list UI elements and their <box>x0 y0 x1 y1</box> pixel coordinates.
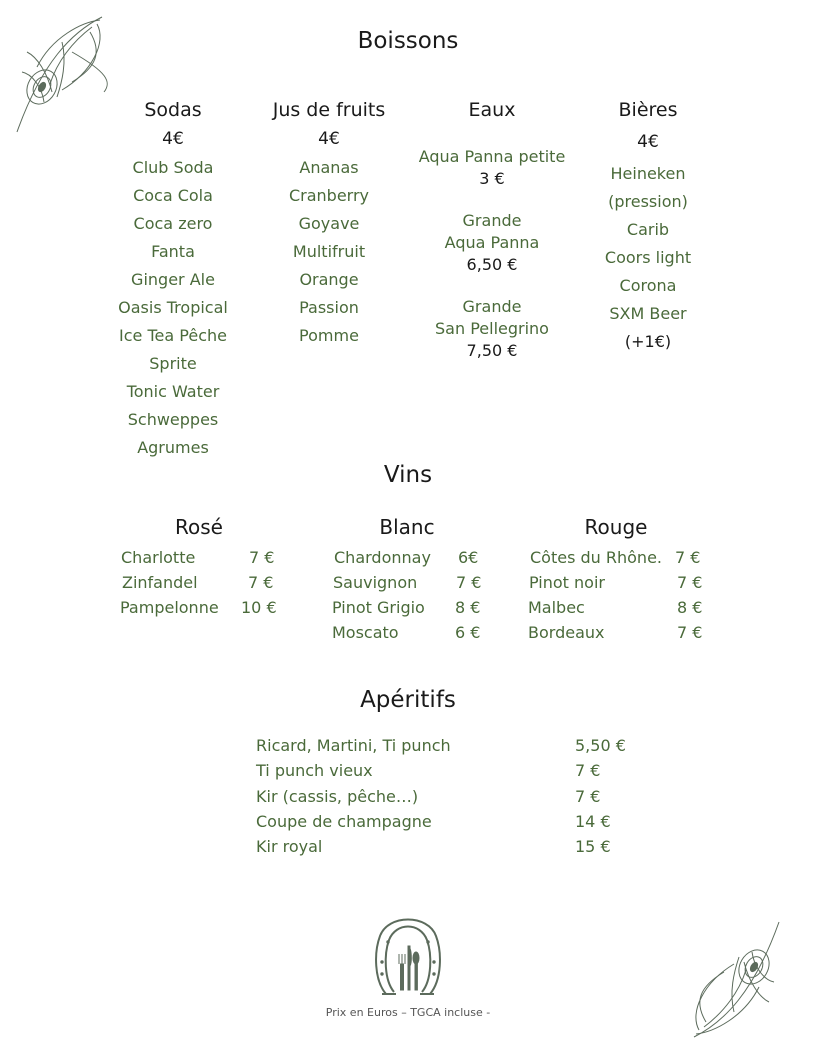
aperitif-name: Coupe de champagne <box>256 812 432 831</box>
wine-name: Malbec <box>528 598 585 617</box>
eaux-column <box>402 96 582 362</box>
aperitif-price: 7 € <box>575 787 601 806</box>
eaux-item-price: 6,50 € <box>466 255 518 274</box>
bieres-price: 4€ <box>637 132 659 152</box>
rouge-title: Rouge <box>584 515 648 539</box>
jus-price: 4€ <box>318 129 340 149</box>
wine-price: 7 € <box>248 573 274 592</box>
wine-price: 7 € <box>675 548 701 567</box>
list-item: Heineken <box>610 164 686 183</box>
list-item: Corona <box>619 276 677 295</box>
eaux-title: Eaux <box>468 99 516 121</box>
footer-note: Prix en Euros – TGCA incluse - <box>325 1006 491 1019</box>
list-item: Cranberry <box>288 186 370 205</box>
list-item: Ananas <box>299 158 359 177</box>
eaux-item-price: 3 € <box>479 169 505 188</box>
list-item: Club Soda <box>132 158 214 177</box>
wine-name: Moscato <box>332 623 399 642</box>
wine-name: Zinfandel <box>122 573 198 592</box>
list-item: Carib <box>626 220 670 239</box>
list-item: Coors light <box>604 248 692 267</box>
bieres-note: (+1€) <box>624 332 672 351</box>
sodas-price: 4€ <box>162 129 184 149</box>
eaux-item-name: San Pellegrino <box>435 319 549 338</box>
wine-price: 7 € <box>677 573 703 592</box>
list-item: Sprite <box>149 354 197 373</box>
wine-price: 6 € <box>455 623 481 642</box>
aperitif-name: Ti punch vieux <box>256 761 373 780</box>
list-item: Coca zero <box>133 214 213 233</box>
wine-name: Pinot noir <box>529 573 605 592</box>
aperitif-price: 15 € <box>575 837 611 856</box>
bieres-column <box>573 96 723 356</box>
list-item: Passion <box>299 298 359 317</box>
wine-name: Chardonnay <box>334 548 431 567</box>
list-item: Tonic Water <box>126 382 220 401</box>
wine-name: Pinot Grigio <box>332 598 425 617</box>
list-item: Oasis Tropical <box>118 298 228 317</box>
eaux-item-price: 7,50 € <box>466 341 518 360</box>
jus-column <box>254 96 404 350</box>
aperitif-price: 7 € <box>575 761 601 780</box>
section-title-vins: Vins <box>383 462 433 488</box>
aperitif-name: Kir (cassis, pêche…) <box>256 787 419 806</box>
list-item: Schweppes <box>127 410 219 429</box>
peacock-feather-icon <box>12 12 112 137</box>
horseshoe-cutlery-logo <box>372 902 444 1000</box>
aperitif-price: 5,50 € <box>575 736 626 755</box>
list-item: Multifruit <box>292 242 366 261</box>
wine-price: 8 € <box>455 598 481 617</box>
wine-price: 10 € <box>241 598 277 617</box>
list-item: (pression) <box>608 192 688 211</box>
wine-name: Sauvignon <box>333 573 418 592</box>
eaux-item-name: Aqua Panna petite <box>418 147 566 166</box>
wine-price: 7 € <box>456 573 482 592</box>
list-item: Orange <box>299 270 359 289</box>
wine-price: 7 € <box>249 548 275 567</box>
wine-price: 8 € <box>677 598 703 617</box>
sodas-column <box>98 96 248 462</box>
wine-name: Bordeaux <box>528 623 605 642</box>
rose-title: Rosé <box>175 515 223 539</box>
section-title-boissons: Boissons <box>357 28 459 54</box>
list-item: Ice Tea Pêche <box>119 326 227 345</box>
sodas-title: Sodas <box>144 99 202 121</box>
eaux-item-name: Grande <box>462 297 522 316</box>
list-item: Goyave <box>298 214 360 233</box>
aperitif-price: 14 € <box>575 812 611 831</box>
list-item: Fanta <box>151 242 195 261</box>
aperitif-name: Kir royal <box>256 837 323 856</box>
jus-title: Jus de fruits <box>272 99 386 121</box>
wine-price: 6€ <box>458 548 479 567</box>
wine-name: Charlotte <box>121 548 196 567</box>
aperitif-name: Ricard, Martini, Ti punch <box>256 736 451 755</box>
wine-price: 7 € <box>677 623 703 642</box>
eaux-item-name: Grande <box>462 211 522 230</box>
section-title-aperitifs: Apéritifs <box>360 687 456 713</box>
eaux-item-name: Aqua Panna <box>444 233 540 252</box>
list-item: SXM Beer <box>609 304 687 323</box>
list-item: Pomme <box>299 326 359 345</box>
wine-name: Côtes du Rhône. <box>530 548 662 567</box>
list-item: Ginger Ale <box>131 270 215 289</box>
wine-name: Pampelonne <box>120 598 219 617</box>
peacock-feather-icon <box>684 918 784 1043</box>
list-item: Agrumes <box>137 438 209 457</box>
bieres-title: Bières <box>618 99 678 121</box>
list-item: Coca Cola <box>133 186 213 205</box>
blanc-title: Blanc <box>379 515 435 539</box>
